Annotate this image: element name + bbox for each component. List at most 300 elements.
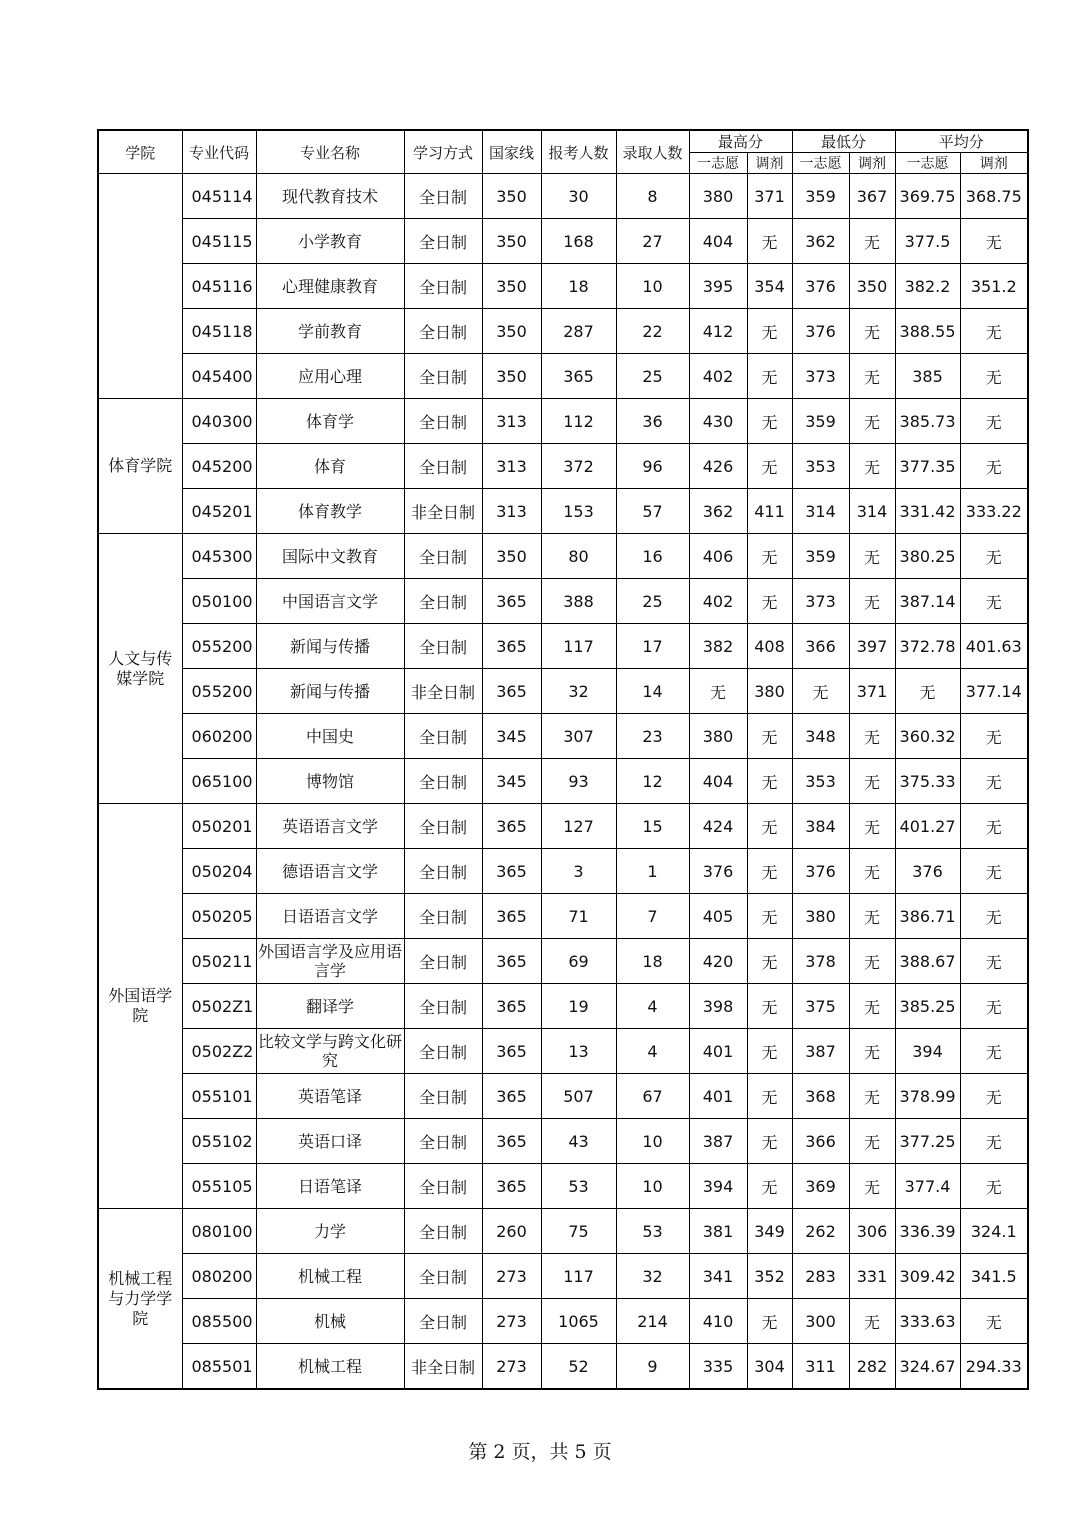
major-cell: 体育教学 bbox=[256, 489, 404, 534]
national-line-cell: 365 bbox=[482, 1164, 541, 1209]
average-adjusted-cell: 无 bbox=[960, 399, 1028, 444]
admitted-cell: 18 bbox=[616, 939, 689, 984]
highest-first-cell: 341 bbox=[689, 1254, 747, 1299]
highest-adjusted-cell: 无 bbox=[747, 1299, 792, 1344]
highest-first-cell: 402 bbox=[689, 579, 747, 624]
header-highest-first: 一志愿 bbox=[689, 153, 747, 174]
highest-adjusted-cell: 354 bbox=[747, 264, 792, 309]
national-line-cell: 345 bbox=[482, 759, 541, 804]
mode-cell: 全日制 bbox=[404, 399, 482, 444]
lowest-adjusted-cell: 无 bbox=[849, 1029, 895, 1074]
code-cell: 045200 bbox=[182, 444, 256, 489]
national-line-cell: 365 bbox=[482, 804, 541, 849]
lowest-adjusted-cell: 无 bbox=[849, 309, 895, 354]
major-cell: 应用心理 bbox=[256, 354, 404, 399]
mode-cell: 全日制 bbox=[404, 1164, 482, 1209]
national-line-cell: 365 bbox=[482, 1029, 541, 1074]
highest-adjusted-cell: 无 bbox=[747, 714, 792, 759]
highest-adjusted-cell: 352 bbox=[747, 1254, 792, 1299]
applicants-cell: 127 bbox=[541, 804, 616, 849]
lowest-adjusted-cell: 无 bbox=[849, 354, 895, 399]
mode-cell: 非全日制 bbox=[404, 1344, 482, 1390]
average-adjusted-cell: 无 bbox=[960, 894, 1028, 939]
lowest-adjusted-cell: 350 bbox=[849, 264, 895, 309]
table-row bbox=[98, 669, 1028, 714]
average-adjusted-cell: 无 bbox=[960, 444, 1028, 489]
highest-first-cell: 376 bbox=[689, 849, 747, 894]
lowest-adjusted-cell: 314 bbox=[849, 489, 895, 534]
header-average-first: 一志愿 bbox=[895, 153, 960, 174]
table-row bbox=[98, 219, 1028, 264]
highest-first-cell: 404 bbox=[689, 759, 747, 804]
highest-first-cell: 398 bbox=[689, 984, 747, 1029]
applicants-cell: 112 bbox=[541, 399, 616, 444]
header-admitted: 录取人数 bbox=[616, 130, 689, 174]
lowest-adjusted-cell: 无 bbox=[849, 849, 895, 894]
national-line-cell: 365 bbox=[482, 624, 541, 669]
national-line-cell: 365 bbox=[482, 849, 541, 894]
code-cell: 0502Z1 bbox=[182, 984, 256, 1029]
applicants-cell: 1065 bbox=[541, 1299, 616, 1344]
national-line-cell: 365 bbox=[482, 984, 541, 1029]
national-line-cell: 365 bbox=[482, 579, 541, 624]
lowest-adjusted-cell: 无 bbox=[849, 759, 895, 804]
admitted-cell: 7 bbox=[616, 894, 689, 939]
admissions-table bbox=[97, 129, 1029, 1390]
admitted-cell: 36 bbox=[616, 399, 689, 444]
applicants-cell: 32 bbox=[541, 669, 616, 714]
applicants-cell: 287 bbox=[541, 309, 616, 354]
highest-adjusted-cell: 无 bbox=[747, 759, 792, 804]
average-adjusted-cell: 377.14 bbox=[960, 669, 1028, 714]
admitted-cell: 4 bbox=[616, 1029, 689, 1074]
table-row bbox=[98, 714, 1028, 759]
highest-adjusted-cell: 371 bbox=[747, 174, 792, 219]
major-cell: 日语语言文学 bbox=[256, 894, 404, 939]
mode-cell: 全日制 bbox=[404, 894, 482, 939]
major-cell: 新闻与传播 bbox=[256, 669, 404, 714]
admitted-cell: 25 bbox=[616, 579, 689, 624]
lowest-first-cell: 311 bbox=[792, 1344, 849, 1390]
highest-first-cell: 426 bbox=[689, 444, 747, 489]
mode-cell: 全日制 bbox=[404, 759, 482, 804]
average-first-cell: 377.25 bbox=[895, 1119, 960, 1164]
code-cell: 050204 bbox=[182, 849, 256, 894]
admitted-cell: 53 bbox=[616, 1209, 689, 1254]
average-first-cell: 369.75 bbox=[895, 174, 960, 219]
admitted-cell: 16 bbox=[616, 534, 689, 579]
college-cell: 机械工程与力学学院 bbox=[98, 1209, 182, 1390]
admitted-cell: 67 bbox=[616, 1074, 689, 1119]
average-first-cell: 372.78 bbox=[895, 624, 960, 669]
major-cell: 外国语言学及应用语言学 bbox=[256, 939, 404, 984]
lowest-first-cell: 376 bbox=[792, 264, 849, 309]
college-cell: 体育学院 bbox=[98, 399, 182, 534]
mode-cell: 全日制 bbox=[404, 354, 482, 399]
lowest-adjusted-cell: 无 bbox=[849, 534, 895, 579]
highest-first-cell: 412 bbox=[689, 309, 747, 354]
major-cell: 机械工程 bbox=[256, 1254, 404, 1299]
admitted-cell: 22 bbox=[616, 309, 689, 354]
average-adjusted-cell: 333.22 bbox=[960, 489, 1028, 534]
header-mode: 学习方式 bbox=[404, 130, 482, 174]
lowest-first-cell: 376 bbox=[792, 849, 849, 894]
average-first-cell: 376 bbox=[895, 849, 960, 894]
lowest-adjusted-cell: 无 bbox=[849, 894, 895, 939]
admitted-cell: 10 bbox=[616, 264, 689, 309]
lowest-first-cell: 359 bbox=[792, 534, 849, 579]
national-line-cell: 365 bbox=[482, 669, 541, 714]
national-line-cell: 313 bbox=[482, 444, 541, 489]
average-first-cell: 331.42 bbox=[895, 489, 960, 534]
average-first-cell: 377.5 bbox=[895, 219, 960, 264]
admitted-cell: 15 bbox=[616, 804, 689, 849]
admitted-cell: 14 bbox=[616, 669, 689, 714]
table-row bbox=[98, 1344, 1028, 1390]
highest-adjusted-cell: 无 bbox=[747, 849, 792, 894]
major-cell: 体育 bbox=[256, 444, 404, 489]
lowest-adjusted-cell: 282 bbox=[849, 1344, 895, 1390]
lowest-first-cell: 353 bbox=[792, 759, 849, 804]
highest-adjusted-cell: 411 bbox=[747, 489, 792, 534]
mode-cell: 全日制 bbox=[404, 1029, 482, 1074]
national-line-cell: 365 bbox=[482, 1119, 541, 1164]
applicants-cell: 168 bbox=[541, 219, 616, 264]
national-line-cell: 365 bbox=[482, 939, 541, 984]
average-adjusted-cell: 无 bbox=[960, 1119, 1028, 1164]
highest-adjusted-cell: 380 bbox=[747, 669, 792, 714]
major-cell: 英语语言文学 bbox=[256, 804, 404, 849]
code-cell: 080100 bbox=[182, 1209, 256, 1254]
lowest-first-cell: 359 bbox=[792, 399, 849, 444]
mode-cell: 全日制 bbox=[404, 1254, 482, 1299]
lowest-first-cell: 378 bbox=[792, 939, 849, 984]
applicants-cell: 365 bbox=[541, 354, 616, 399]
code-cell: 050211 bbox=[182, 939, 256, 984]
average-first-cell: 382.2 bbox=[895, 264, 960, 309]
lowest-first-cell: 376 bbox=[792, 309, 849, 354]
code-cell: 045115 bbox=[182, 219, 256, 264]
average-adjusted-cell: 无 bbox=[960, 1299, 1028, 1344]
lowest-adjusted-cell: 无 bbox=[849, 1074, 895, 1119]
table-row bbox=[98, 894, 1028, 939]
major-cell: 英语口译 bbox=[256, 1119, 404, 1164]
admitted-cell: 1 bbox=[616, 849, 689, 894]
lowest-first-cell: 283 bbox=[792, 1254, 849, 1299]
major-cell: 体育学 bbox=[256, 399, 404, 444]
header-lowest-first: 一志愿 bbox=[792, 153, 849, 174]
applicants-cell: 3 bbox=[541, 849, 616, 894]
applicants-cell: 372 bbox=[541, 444, 616, 489]
average-first-cell: 309.42 bbox=[895, 1254, 960, 1299]
highest-first-cell: 420 bbox=[689, 939, 747, 984]
highest-adjusted-cell: 无 bbox=[747, 894, 792, 939]
table-row bbox=[98, 354, 1028, 399]
code-cell: 060200 bbox=[182, 714, 256, 759]
applicants-cell: 80 bbox=[541, 534, 616, 579]
national-line-cell: 350 bbox=[482, 534, 541, 579]
applicants-cell: 43 bbox=[541, 1119, 616, 1164]
lowest-first-cell: 362 bbox=[792, 219, 849, 264]
applicants-cell: 117 bbox=[541, 624, 616, 669]
applicants-cell: 93 bbox=[541, 759, 616, 804]
admitted-cell: 10 bbox=[616, 1119, 689, 1164]
national-line-cell: 273 bbox=[482, 1344, 541, 1390]
admitted-cell: 32 bbox=[616, 1254, 689, 1299]
highest-adjusted-cell: 无 bbox=[747, 444, 792, 489]
major-cell: 中国语言文学 bbox=[256, 579, 404, 624]
major-cell: 现代教育技术 bbox=[256, 174, 404, 219]
highest-first-cell: 335 bbox=[689, 1344, 747, 1390]
mode-cell: 全日制 bbox=[404, 534, 482, 579]
lowest-adjusted-cell: 无 bbox=[849, 939, 895, 984]
code-cell: 050205 bbox=[182, 894, 256, 939]
national-line-cell: 313 bbox=[482, 489, 541, 534]
table-row bbox=[98, 1074, 1028, 1119]
code-cell: 055101 bbox=[182, 1074, 256, 1119]
code-cell: 050201 bbox=[182, 804, 256, 849]
header-highest-adjusted: 调剂 bbox=[747, 153, 792, 174]
table-row bbox=[98, 444, 1028, 489]
average-first-cell: 360.32 bbox=[895, 714, 960, 759]
college-cell: 外国语学院 bbox=[98, 804, 182, 1209]
lowest-adjusted-cell: 无 bbox=[849, 1119, 895, 1164]
major-cell: 翻译学 bbox=[256, 984, 404, 1029]
table-row bbox=[98, 849, 1028, 894]
highest-first-cell: 380 bbox=[689, 714, 747, 759]
table-row bbox=[98, 1029, 1028, 1074]
mode-cell: 非全日制 bbox=[404, 489, 482, 534]
highest-first-cell: 395 bbox=[689, 264, 747, 309]
highest-first-cell: 380 bbox=[689, 174, 747, 219]
table-row bbox=[98, 759, 1028, 804]
average-first-cell: 388.67 bbox=[895, 939, 960, 984]
mode-cell: 全日制 bbox=[404, 849, 482, 894]
average-first-cell: 394 bbox=[895, 1029, 960, 1074]
table-row bbox=[98, 1119, 1028, 1164]
table-row bbox=[98, 624, 1028, 669]
highest-first-cell: 401 bbox=[689, 1029, 747, 1074]
header-applicants: 报考人数 bbox=[541, 130, 616, 174]
lowest-adjusted-cell: 无 bbox=[849, 1164, 895, 1209]
header-average: 平均分 bbox=[895, 130, 1028, 153]
table-row bbox=[98, 984, 1028, 1029]
national-line-cell: 365 bbox=[482, 1074, 541, 1119]
mode-cell: 全日制 bbox=[404, 1299, 482, 1344]
mode-cell: 全日制 bbox=[404, 219, 482, 264]
average-adjusted-cell: 无 bbox=[960, 354, 1028, 399]
highest-adjusted-cell: 无 bbox=[747, 219, 792, 264]
average-first-cell: 无 bbox=[895, 669, 960, 714]
highest-adjusted-cell: 无 bbox=[747, 534, 792, 579]
highest-first-cell: 362 bbox=[689, 489, 747, 534]
average-adjusted-cell: 无 bbox=[960, 804, 1028, 849]
lowest-adjusted-cell: 397 bbox=[849, 624, 895, 669]
highest-adjusted-cell: 无 bbox=[747, 579, 792, 624]
header-code: 专业代码 bbox=[182, 130, 256, 174]
average-adjusted-cell: 401.63 bbox=[960, 624, 1028, 669]
national-line-cell: 350 bbox=[482, 219, 541, 264]
lowest-first-cell: 373 bbox=[792, 354, 849, 399]
highest-first-cell: 401 bbox=[689, 1074, 747, 1119]
code-cell: 045114 bbox=[182, 174, 256, 219]
admitted-cell: 96 bbox=[616, 444, 689, 489]
code-cell: 050100 bbox=[182, 579, 256, 624]
applicants-cell: 18 bbox=[541, 264, 616, 309]
highest-first-cell: 424 bbox=[689, 804, 747, 849]
lowest-adjusted-cell: 无 bbox=[849, 579, 895, 624]
code-cell: 055200 bbox=[182, 669, 256, 714]
applicants-cell: 71 bbox=[541, 894, 616, 939]
applicants-cell: 13 bbox=[541, 1029, 616, 1074]
code-cell: 045300 bbox=[182, 534, 256, 579]
average-first-cell: 378.99 bbox=[895, 1074, 960, 1119]
lowest-adjusted-cell: 无 bbox=[849, 714, 895, 759]
highest-first-cell: 无 bbox=[689, 669, 747, 714]
applicants-cell: 507 bbox=[541, 1074, 616, 1119]
table-row bbox=[98, 489, 1028, 534]
applicants-cell: 52 bbox=[541, 1344, 616, 1390]
applicants-cell: 307 bbox=[541, 714, 616, 759]
code-cell: 085500 bbox=[182, 1299, 256, 1344]
table-body bbox=[98, 174, 1028, 1390]
average-first-cell: 377.4 bbox=[895, 1164, 960, 1209]
header-row-top bbox=[98, 130, 1028, 153]
lowest-adjusted-cell: 331 bbox=[849, 1254, 895, 1299]
mode-cell: 全日制 bbox=[404, 579, 482, 624]
highest-first-cell: 406 bbox=[689, 534, 747, 579]
average-adjusted-cell: 无 bbox=[960, 714, 1028, 759]
national-line-cell: 365 bbox=[482, 894, 541, 939]
table-row bbox=[98, 1254, 1028, 1299]
applicants-cell: 69 bbox=[541, 939, 616, 984]
average-first-cell: 388.55 bbox=[895, 309, 960, 354]
admitted-cell: 23 bbox=[616, 714, 689, 759]
average-first-cell: 386.71 bbox=[895, 894, 960, 939]
highest-first-cell: 430 bbox=[689, 399, 747, 444]
mode-cell: 全日制 bbox=[404, 1074, 482, 1119]
table-row bbox=[98, 534, 1028, 579]
applicants-cell: 153 bbox=[541, 489, 616, 534]
national-line-cell: 350 bbox=[482, 309, 541, 354]
table-row bbox=[98, 1164, 1028, 1209]
lowest-first-cell: 366 bbox=[792, 624, 849, 669]
highest-adjusted-cell: 无 bbox=[747, 804, 792, 849]
page-number: 第 2 页，共 5 页 bbox=[468, 1441, 612, 1463]
mode-cell: 全日制 bbox=[404, 624, 482, 669]
code-cell: 040300 bbox=[182, 399, 256, 444]
lowest-first-cell: 348 bbox=[792, 714, 849, 759]
average-adjusted-cell: 368.75 bbox=[960, 174, 1028, 219]
header-major: 专业名称 bbox=[256, 130, 404, 174]
national-line-cell: 313 bbox=[482, 399, 541, 444]
header-college: 学院 bbox=[98, 130, 182, 174]
highest-adjusted-cell: 无 bbox=[747, 984, 792, 1029]
average-first-cell: 380.25 bbox=[895, 534, 960, 579]
mode-cell: 非全日制 bbox=[404, 669, 482, 714]
average-adjusted-cell: 无 bbox=[960, 219, 1028, 264]
admitted-cell: 9 bbox=[616, 1344, 689, 1390]
major-cell: 英语笔译 bbox=[256, 1074, 404, 1119]
admitted-cell: 4 bbox=[616, 984, 689, 1029]
average-first-cell: 387.14 bbox=[895, 579, 960, 624]
highest-adjusted-cell: 349 bbox=[747, 1209, 792, 1254]
mode-cell: 全日制 bbox=[404, 804, 482, 849]
highest-first-cell: 394 bbox=[689, 1164, 747, 1209]
major-cell: 心理健康教育 bbox=[256, 264, 404, 309]
highest-adjusted-cell: 无 bbox=[747, 1029, 792, 1074]
average-adjusted-cell: 294.33 bbox=[960, 1344, 1028, 1390]
highest-first-cell: 404 bbox=[689, 219, 747, 264]
lowest-first-cell: 262 bbox=[792, 1209, 849, 1254]
national-line-cell: 273 bbox=[482, 1254, 541, 1299]
average-adjusted-cell: 341.5 bbox=[960, 1254, 1028, 1299]
header-lowest: 最低分 bbox=[792, 130, 895, 153]
mode-cell: 全日制 bbox=[404, 444, 482, 489]
highest-adjusted-cell: 304 bbox=[747, 1344, 792, 1390]
average-adjusted-cell: 324.1 bbox=[960, 1209, 1028, 1254]
average-adjusted-cell: 无 bbox=[960, 1074, 1028, 1119]
lowest-first-cell: 353 bbox=[792, 444, 849, 489]
table-row bbox=[98, 1209, 1028, 1254]
admitted-cell: 10 bbox=[616, 1164, 689, 1209]
highest-adjusted-cell: 无 bbox=[747, 1074, 792, 1119]
table-row bbox=[98, 579, 1028, 624]
average-adjusted-cell: 无 bbox=[960, 1029, 1028, 1074]
national-line-cell: 260 bbox=[482, 1209, 541, 1254]
applicants-cell: 117 bbox=[541, 1254, 616, 1299]
table-row bbox=[98, 939, 1028, 984]
mode-cell: 全日制 bbox=[404, 939, 482, 984]
college-cell bbox=[98, 174, 182, 399]
table-row bbox=[98, 1299, 1028, 1344]
national-line-cell: 273 bbox=[482, 1299, 541, 1344]
highest-adjusted-cell: 无 bbox=[747, 939, 792, 984]
lowest-first-cell: 366 bbox=[792, 1119, 849, 1164]
lowest-adjusted-cell: 无 bbox=[849, 444, 895, 489]
lowest-adjusted-cell: 无 bbox=[849, 1299, 895, 1344]
header-highest: 最高分 bbox=[689, 130, 792, 153]
average-first-cell: 375.33 bbox=[895, 759, 960, 804]
lowest-first-cell: 380 bbox=[792, 894, 849, 939]
average-adjusted-cell: 无 bbox=[960, 1164, 1028, 1209]
lowest-first-cell: 369 bbox=[792, 1164, 849, 1209]
major-cell: 力学 bbox=[256, 1209, 404, 1254]
admitted-cell: 57 bbox=[616, 489, 689, 534]
highest-first-cell: 402 bbox=[689, 354, 747, 399]
highest-first-cell: 405 bbox=[689, 894, 747, 939]
lowest-adjusted-cell: 无 bbox=[849, 984, 895, 1029]
average-first-cell: 324.67 bbox=[895, 1344, 960, 1390]
highest-first-cell: 387 bbox=[689, 1119, 747, 1164]
highest-adjusted-cell: 无 bbox=[747, 309, 792, 354]
header-national-line: 国家线 bbox=[482, 130, 541, 174]
major-cell: 德语语言文学 bbox=[256, 849, 404, 894]
table-row bbox=[98, 399, 1028, 444]
national-line-cell: 350 bbox=[482, 264, 541, 309]
lowest-adjusted-cell: 无 bbox=[849, 399, 895, 444]
mode-cell: 全日制 bbox=[404, 714, 482, 759]
major-cell: 比较文学与跨文化研究 bbox=[256, 1029, 404, 1074]
highest-first-cell: 382 bbox=[689, 624, 747, 669]
code-cell: 045201 bbox=[182, 489, 256, 534]
lowest-first-cell: 375 bbox=[792, 984, 849, 1029]
applicants-cell: 75 bbox=[541, 1209, 616, 1254]
code-cell: 085501 bbox=[182, 1344, 256, 1390]
major-cell: 国际中文教育 bbox=[256, 534, 404, 579]
average-adjusted-cell: 无 bbox=[960, 579, 1028, 624]
highest-adjusted-cell: 无 bbox=[747, 399, 792, 444]
